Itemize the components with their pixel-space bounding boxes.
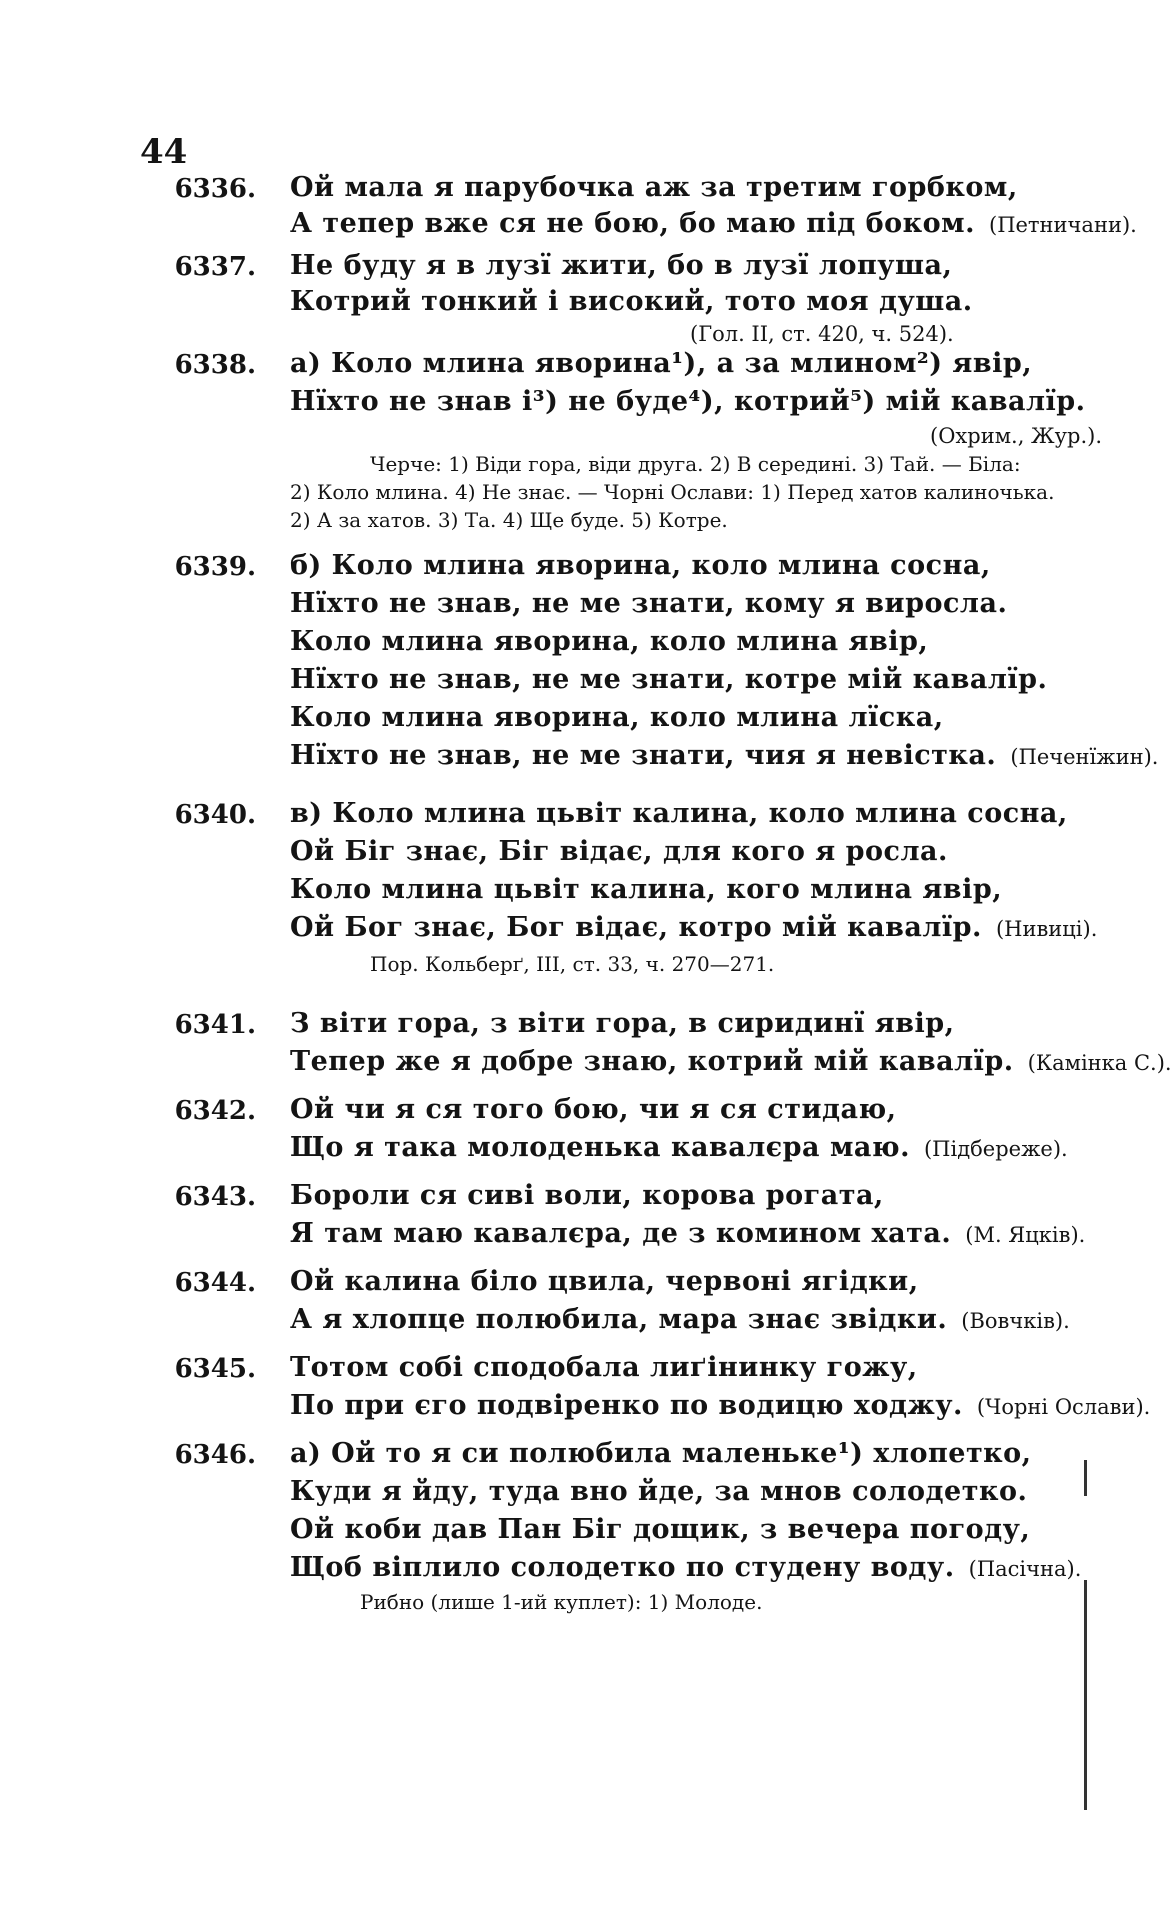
page-number: 44 [140, 132, 188, 172]
source-label: (Камінка С.). [1027, 1051, 1172, 1075]
verse-line: Коло млина яворина, коло млина лїска, [290, 702, 944, 733]
entry-number: 6340. [174, 800, 256, 830]
entry-number: 6343. [174, 1182, 256, 1212]
verse-line: Не буду я в лузї жити, бо в лузї лопуша, [290, 250, 953, 281]
verse-line: Ой чи я ся того бою, чи я ся стидаю, [290, 1094, 897, 1125]
entry-number: 6339. [174, 552, 256, 582]
footnote: Рибно (лише 1-ий куплет): 1) Молоде. [360, 1590, 763, 1614]
source-label: (Охрим., Жур.). [930, 424, 1102, 448]
verse-line: А я хлопце полюбила, мара знає звідки. (Вовчків). [290, 1304, 1070, 1335]
verse-line: Нїхто не знав, не ме знати, чия я невістка. (Печенїжин). [290, 740, 1159, 771]
source-label: (Пасічна). [968, 1557, 1082, 1581]
verse-line: Ой калина біло цвила, червоні ягідки, [290, 1266, 919, 1297]
verse-line: Коло млина яворина, коло млина явір, [290, 626, 929, 657]
verse-line: Що я така молоденька кавалєра маю. (Підбереже). [290, 1132, 1068, 1163]
verse-line: А тепер вже ся не бою, бо маю під боком. (Петничани). [290, 208, 1137, 239]
entry-number: 6336. [174, 174, 256, 204]
verse-line: Я там маю кавалєра, де з комином хата. (М. Яцків). [290, 1218, 1086, 1249]
footnote: Черче: 1) Віди гора, віди друга. 2) В середині. 3) Тай. — Біла: [370, 452, 1021, 476]
verse-line: Тотом собі сподобала лиґінинку гожу, [290, 1352, 918, 1383]
source-label: (Підбереже). [923, 1137, 1068, 1161]
page-edge-mark [1084, 1580, 1087, 1810]
entry-number: 6346. [174, 1440, 256, 1470]
footnote: 2) А за хатов. 3) Та. 4) Ще буде. 5) Котре. [290, 508, 728, 532]
source-label: (Печенїжин). [1010, 745, 1159, 769]
verse-line: а) Коло млина яворина¹), а за млином²) явір, [290, 348, 1033, 379]
verse-line: в) Коло млина цьвіт калина, коло млина сосна, [290, 798, 1068, 829]
entry-number: 6342. [174, 1096, 256, 1126]
verse-line: Ой коби дав Пан Біг дощик, з вечера погоду, [290, 1514, 1031, 1545]
footnote: 2) Коло млина. 4) Не знає. — Чорні Ослави: 1) Перед хатов калиночька. [290, 480, 1055, 504]
verse-line: З віти гора, з віти гора, в сиридинї явір, [290, 1008, 955, 1039]
entry-number: 6338. [174, 350, 256, 380]
entry-number: 6337. [174, 252, 256, 282]
verse-line: Котрий тонкий і високий, тото моя душа. [290, 286, 973, 317]
verse-line: Щоб віплило солодетко по студену воду. (Пасічна). [290, 1552, 1082, 1583]
verse-line: Коло млина цьвіт калина, кого млина явір, [290, 874, 1003, 905]
source-label: (Гол. II, ст. 420, ч. 524). [690, 322, 954, 346]
footnote: Пор. Кольберґ, III, ст. 33, ч. 270—271. [370, 952, 775, 976]
verse-line: Тепер же я добре знаю, котрий мій кавалїр. (Камінка С.). [290, 1046, 1172, 1077]
verse-line: б) Коло млина яворина, коло млина сосна, [290, 550, 991, 581]
verse-line: Ой Біг знає, Біг відає, для кого я росла. [290, 836, 948, 867]
verse-line: Ой мала я парубочка аж за третим горбком, [290, 172, 1018, 203]
page-edge-mark [1084, 1460, 1087, 1496]
verse-line: Куди я йду, туда вно йде, за мнов солодетко. [290, 1476, 1028, 1507]
verse-line: По при єго подвіренко по водицю ходжу. (Чорні Ослави). [290, 1390, 1151, 1421]
entry-number: 6344. [174, 1268, 256, 1298]
verse-line: а) Ой то я си полюбила маленьке¹) хлопетко, [290, 1438, 1032, 1469]
verse-line: Нїхто не знав, не ме знати, кому я виросла. [290, 588, 1008, 619]
entry-number: 6341. [174, 1010, 256, 1040]
verse-line: Нїхто не знав, не ме знати, котре мій кавалїр. [290, 664, 1048, 695]
source-label: (Вовчків). [961, 1309, 1070, 1333]
verse-line: Бороли ся сиві воли, корова рогата, [290, 1180, 884, 1211]
source-label: (Чорні Ослави). [976, 1395, 1151, 1419]
entry-number: 6345. [174, 1354, 256, 1384]
source-label: (М. Яцків). [965, 1223, 1086, 1247]
verse-line: Нїхто не знав і³) не буде⁴), котрий⁵) мій кавалїр. [290, 386, 1086, 417]
source-label: (Нивиці). [995, 917, 1098, 941]
verse-line: Ой Бог знає, Бог відає, котро мій кавалїр. (Нивиці). [290, 912, 1098, 943]
source-label: (Петничани). [989, 213, 1137, 237]
